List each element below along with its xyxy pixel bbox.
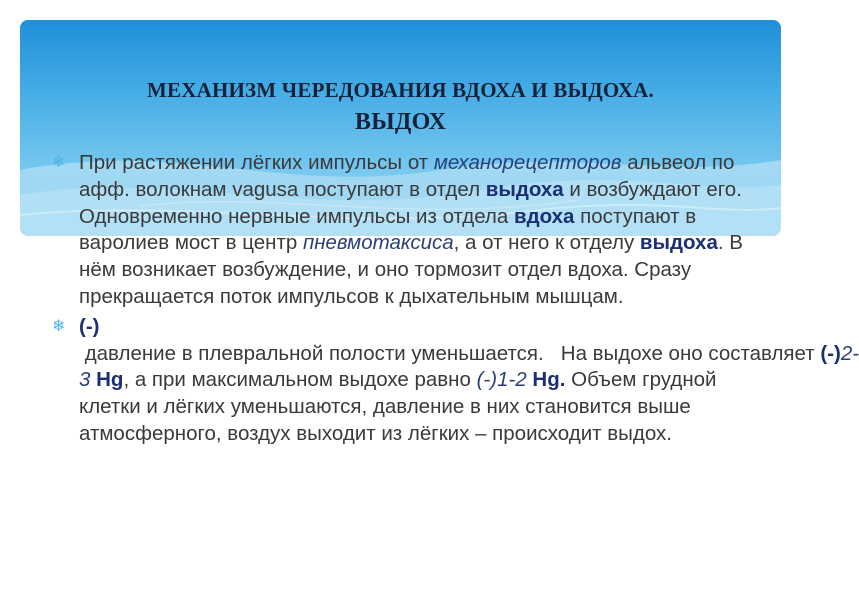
snowflake-bullet-icon: ❄: [52, 317, 66, 335]
text-segment-italic: 2-3: [79, 341, 859, 392]
text-segment-bold: вдоха: [513, 204, 575, 228]
text-segment-bold: выдоха: [485, 177, 564, 201]
title-line-2: ВЫДОХ: [354, 109, 447, 135]
bullet-paragraph-2: [52, 314, 859, 448]
paragraph-2-text: [79, 315, 859, 445]
text-segment: , а от него к отделу: [453, 231, 640, 255]
text-segment-bold: Hg.: [532, 368, 566, 392]
text-segment: . В нём возникает возбуждение, и оно тормозит отдел вдоха. Сразу прекращается поток импульсов к дыхательным мышцам.: [79, 231, 743, 308]
title-line-1: МЕХАНИЗМ ЧЕРЕДОВАНИЯ ВДОХА И ВЫДОХА.: [146, 78, 655, 102]
bullet-paragraph-1: [52, 150, 757, 311]
text-segment-bold: Hg: [96, 368, 124, 392]
text-segment: альвеол по афф. волокнам vagusа поступают в отдел: [79, 151, 735, 201]
text-segment: и возбуждают его. Одновременно нервные импульсы из отдела: [79, 177, 742, 228]
text-segment: Объем грудной клетки и лёгких уменьшаются, давление в них становится выше атмосферного, воздух выходит из лёгких – происходит выдох.: [79, 368, 717, 445]
snowflake-bullet-icon: ❄: [52, 154, 66, 171]
text-segment: поступают в варолиев мост в центр: [79, 204, 697, 255]
text-segment-bold: (-): [820, 341, 841, 365]
text-segment-italic: пневмотаксиса: [302, 231, 454, 255]
slide-body: [52, 150, 859, 451]
paragraph-1-text: [79, 151, 743, 308]
text-segment: При растяжении лёгких импульсы от: [79, 151, 434, 174]
text-segment-italic: механорецепторов: [433, 151, 622, 174]
slide-title: [20, 76, 781, 136]
text-segment: давление в плевральной полости уменьшается. На выдохе оно составляет: [79, 341, 821, 365]
text-segment-italic: (-)1-2: [476, 368, 533, 392]
text-segment: , а при максимальном выдохе равно: [123, 368, 477, 392]
text-segment-bold: выдоха: [639, 231, 718, 255]
text-segment-bold: (-): [79, 314, 100, 338]
